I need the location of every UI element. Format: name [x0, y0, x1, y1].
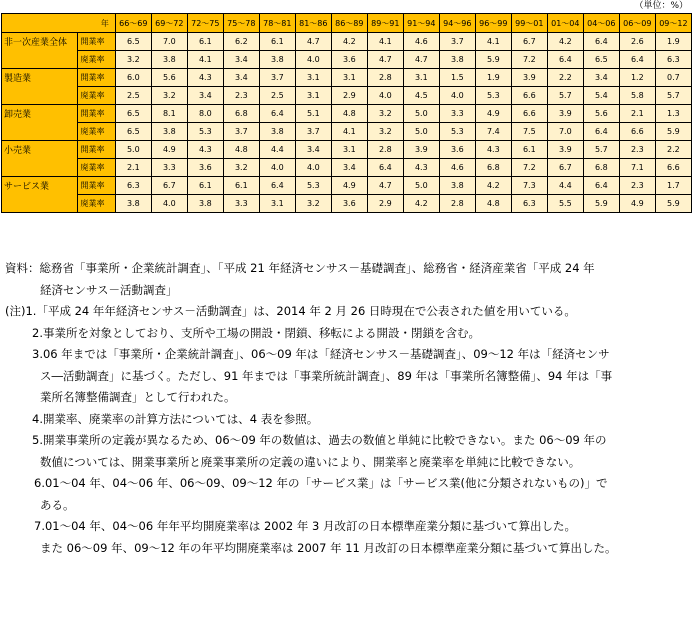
rate-value-cell: 7.2 [511, 51, 547, 69]
period-header: 72〜75 [187, 14, 223, 33]
period-header: 94〜96 [439, 14, 475, 33]
rate-value-cell: 5.5 [547, 195, 583, 213]
rate-value-cell: 4.2 [547, 33, 583, 51]
rate-value-cell: 3.7 [259, 69, 295, 87]
rate-value-cell: 4.1 [475, 33, 511, 51]
rate-value-cell: 2.1 [619, 105, 655, 123]
rate-value-cell: 5.9 [655, 195, 691, 213]
rate-value-cell: 6.7 [151, 177, 187, 195]
rate-value-cell: 6.1 [187, 33, 223, 51]
rate-value-cell: 2.1 [115, 159, 151, 177]
rate-value-cell: 4.0 [151, 195, 187, 213]
rate-value-cell: 3.1 [331, 141, 367, 159]
rate-value-cell: 5.7 [655, 87, 691, 105]
period-header: 66〜69 [115, 14, 151, 33]
note-4: 4.開業率、廃業率の計算方法については、4 表を参照。 [32, 411, 319, 426]
rate-value-cell: 4.1 [187, 51, 223, 69]
rate-label: 開業率 [77, 69, 115, 87]
table-row [2, 105, 692, 123]
period-header: 81〜86 [295, 14, 331, 33]
note-5: 5.開業事業所の定義が異なるため、06～09 年の数値は、過去の数値と単純に比較できない。また 06～09 年の [32, 433, 607, 447]
industry-label: 非一次産業全体 [2, 33, 78, 69]
rate-value-cell: 4.6 [439, 159, 475, 177]
rate-value-cell: 4.8 [331, 105, 367, 123]
rate-value-cell: 2.3 [619, 141, 655, 159]
period-header: 89〜91 [367, 14, 403, 33]
rate-value-cell: 6.1 [223, 177, 259, 195]
note-5-cont: 数値については、開業事業所と廃業事業所の定義の違いにより、開業率と廃業率を単純に比較できない。 [40, 454, 581, 469]
rate-value-cell: 3.9 [511, 69, 547, 87]
rate-value-cell: 2.8 [367, 69, 403, 87]
rate-value-cell: 5.3 [439, 123, 475, 141]
note-3-cont: 業所名簿整備調査」として行われた。 [40, 390, 236, 404]
note-3-cont: ス―活動調査」に基づく。ただし、91 年までは「事業所統計調査」、89 年は「事業所名簿整備」、94 年は「事 [40, 368, 613, 383]
rate-value-cell: 4.9 [151, 141, 187, 159]
rate-value-cell: 4.5 [403, 87, 439, 105]
rate-value-cell: 3.2 [223, 159, 259, 177]
rate-value-cell: 6.5 [115, 33, 151, 51]
rate-value-cell: 3.1 [403, 69, 439, 87]
table-row [2, 195, 692, 213]
rate-value-cell: 5.7 [583, 141, 619, 159]
rate-value-cell: 4.0 [439, 87, 475, 105]
rate-value-cell: 4.3 [403, 159, 439, 177]
rate-value-cell: 6.3 [511, 195, 547, 213]
rate-value-cell: 4.3 [475, 141, 511, 159]
rate-value-cell: 5.1 [295, 105, 331, 123]
rate-value-cell: 4.4 [259, 141, 295, 159]
rate-value-cell: 7.3 [511, 177, 547, 195]
rate-value-cell: 6.4 [367, 159, 403, 177]
rate-value-cell: 5.7 [547, 87, 583, 105]
period-header: 75〜78 [223, 14, 259, 33]
rate-value-cell: 6.7 [511, 33, 547, 51]
table-body [2, 33, 692, 213]
rate-value-cell: 4.0 [295, 159, 331, 177]
rate-label: 開業率 [77, 177, 115, 195]
note-2: 2.事業所を対象としており、支所や工場の開設・閉鎖、移転による開設・閉鎖を含む。 [32, 325, 480, 340]
business-rate-table [1, 13, 692, 213]
table-row [2, 33, 692, 51]
rate-value-cell: 2.9 [367, 195, 403, 213]
rate-value-cell: 5.0 [115, 141, 151, 159]
rate-label: 開業率 [77, 141, 115, 159]
rate-value-cell: 6.6 [511, 87, 547, 105]
rate-value-cell: 3.4 [223, 69, 259, 87]
period-header: 01〜04 [547, 14, 583, 33]
rate-value-cell: 6.4 [259, 177, 295, 195]
rate-value-cell: 3.6 [331, 195, 367, 213]
rate-value-cell: 6.1 [187, 177, 223, 195]
note-6-cont: ある。 [40, 497, 75, 512]
rate-value-cell: 6.4 [619, 51, 655, 69]
rate-value-cell: 4.7 [403, 51, 439, 69]
source-note: 資料：総務省「事業所・企業統計調査」、「平成 21 年経済センサス－基礎調査」、総務省・経済産業省「平成 24 年 [5, 261, 595, 275]
rate-value-cell: 3.2 [367, 123, 403, 141]
rate-value-cell: 6.3 [115, 177, 151, 195]
table-row [2, 87, 692, 105]
period-header: 69〜72 [151, 14, 187, 33]
rate-value-cell: 4.4 [547, 177, 583, 195]
rate-value-cell: 5.3 [475, 87, 511, 105]
rate-value-cell: 5.9 [583, 195, 619, 213]
rate-value-cell: 3.6 [331, 51, 367, 69]
period-header: 04〜06 [583, 14, 619, 33]
rate-value-cell: 3.6 [187, 159, 223, 177]
rate-value-cell: 2.6 [619, 33, 655, 51]
rate-value-cell: 3.2 [367, 105, 403, 123]
rate-value-cell: 6.6 [511, 105, 547, 123]
rate-value-cell: 5.3 [187, 123, 223, 141]
rate-value-cell: 6.6 [619, 123, 655, 141]
table-row [2, 177, 692, 195]
period-header: 96〜99 [475, 14, 511, 33]
rate-value-cell: 6.4 [583, 123, 619, 141]
rate-value-cell: 6.5 [583, 51, 619, 69]
rate-value-cell: 6.4 [547, 51, 583, 69]
rate-value-cell: 7.2 [511, 159, 547, 177]
rate-value-cell: 6.8 [475, 159, 511, 177]
rate-value-cell: 4.9 [619, 195, 655, 213]
industry-label: 卸売業 [2, 105, 78, 141]
rate-value-cell: 4.1 [331, 123, 367, 141]
rate-value-cell: 6.7 [547, 159, 583, 177]
rate-value-cell: 2.5 [115, 87, 151, 105]
rate-value-cell: 5.0 [403, 177, 439, 195]
rate-value-cell: 3.8 [259, 51, 295, 69]
rate-value-cell: 6.3 [655, 51, 691, 69]
rate-value-cell: 6.8 [223, 105, 259, 123]
note-7: 7.01～04 年、04～06 年年平均開廃業率は 2002 年 3 月改訂の日本標準産業分類に基づいて算出した。 [34, 519, 577, 533]
rate-value-cell: 2.2 [547, 69, 583, 87]
rate-value-cell: 7.4 [475, 123, 511, 141]
rate-value-cell: 3.8 [439, 177, 475, 195]
rate-value-cell: 3.8 [439, 51, 475, 69]
rate-value-cell: 6.8 [583, 159, 619, 177]
rate-value-cell: 4.9 [331, 177, 367, 195]
rate-value-cell: 7.1 [619, 159, 655, 177]
rate-value-cell: 8.0 [187, 105, 223, 123]
period-header: 91〜94 [403, 14, 439, 33]
rate-value-cell: 4.3 [187, 69, 223, 87]
rate-value-cell: 8.1 [151, 105, 187, 123]
rate-value-cell: 1.3 [655, 105, 691, 123]
rate-label: 廃業率 [77, 87, 115, 105]
rate-value-cell: 4.6 [403, 33, 439, 51]
period-header: 78〜81 [259, 14, 295, 33]
rate-value-cell: 7.5 [511, 123, 547, 141]
rate-value-cell: 0.7 [655, 69, 691, 87]
rate-value-cell: 3.7 [439, 33, 475, 51]
rate-value-cell: 3.2 [295, 195, 331, 213]
rate-label: 廃業率 [77, 51, 115, 69]
industry-label: サービス業 [2, 177, 78, 213]
rate-value-cell: 5.9 [655, 123, 691, 141]
rate-value-cell: 3.4 [331, 159, 367, 177]
rate-value-cell: 3.3 [151, 159, 187, 177]
note-6: 6.01～04 年、04～06 年、06～09、09～12 年の「サービス業」は「サービス業(他に分類されないもの)」で [34, 476, 608, 490]
rate-value-cell: 2.8 [439, 195, 475, 213]
rate-value-cell: 5.6 [151, 69, 187, 87]
rate-value-cell: 4.2 [403, 195, 439, 213]
rate-value-cell: 3.8 [115, 195, 151, 213]
table-row [2, 141, 692, 159]
table-row [2, 159, 692, 177]
rate-value-cell: 3.8 [187, 195, 223, 213]
period-header: 09〜12 [655, 14, 691, 33]
period-header: 06〜09 [619, 14, 655, 33]
rate-value-cell: 4.1 [367, 33, 403, 51]
rate-value-cell: 3.7 [295, 123, 331, 141]
rate-label: 廃業率 [77, 123, 115, 141]
rate-value-cell: 3.9 [547, 105, 583, 123]
rate-label: 廃業率 [77, 159, 115, 177]
rate-value-cell: 3.2 [115, 51, 151, 69]
industry-label: 小売業 [2, 141, 78, 177]
rate-value-cell: 1.9 [475, 69, 511, 87]
period-header: 86〜89 [331, 14, 367, 33]
rate-value-cell: 3.8 [259, 123, 295, 141]
rate-value-cell: 4.9 [475, 105, 511, 123]
industry-label: 製造業 [2, 69, 78, 105]
rate-value-cell: 3.4 [295, 141, 331, 159]
year-header: 年 [2, 14, 116, 33]
rate-value-cell: 5.4 [583, 87, 619, 105]
rate-value-cell: 6.2 [223, 33, 259, 51]
rate-value-cell: 6.4 [583, 177, 619, 195]
rate-value-cell: 4.7 [367, 51, 403, 69]
table-row [2, 69, 692, 87]
table-header-row [2, 14, 692, 33]
rate-value-cell: 3.2 [151, 87, 187, 105]
rate-value-cell: 4.3 [187, 141, 223, 159]
rate-value-cell: 3.9 [403, 141, 439, 159]
rate-value-cell: 3.4 [583, 69, 619, 87]
rate-value-cell: 2.3 [223, 87, 259, 105]
rate-value-cell: 5.0 [403, 105, 439, 123]
rate-value-cell: 3.6 [439, 141, 475, 159]
rate-value-cell: 3.1 [295, 87, 331, 105]
rate-value-cell: 2.8 [367, 141, 403, 159]
rate-value-cell: 3.7 [223, 123, 259, 141]
rate-label: 開業率 [77, 105, 115, 123]
rate-value-cell: 3.1 [295, 69, 331, 87]
rate-value-cell: 3.8 [151, 123, 187, 141]
rate-value-cell: 2.5 [259, 87, 295, 105]
rate-value-cell: 4.8 [475, 195, 511, 213]
rate-value-cell: 4.8 [223, 141, 259, 159]
rate-value-cell: 3.1 [331, 69, 367, 87]
table-row [2, 123, 692, 141]
rate-value-cell: 4.7 [295, 33, 331, 51]
unit-label: （単位：%） [634, 1, 688, 11]
rate-value-cell: 1.7 [655, 177, 691, 195]
rate-value-cell: 1.2 [619, 69, 655, 87]
rate-value-cell: 1.9 [655, 33, 691, 51]
rate-value-cell: 3.4 [223, 51, 259, 69]
rate-value-cell: 3.3 [439, 105, 475, 123]
rate-value-cell: 7.0 [151, 33, 187, 51]
note-7-cont: また 06～09 年、09～12 年の年平均開廃業率は 2007 年 11 月改訂の日本標準産業分類に基づいて算出した。 [40, 540, 617, 555]
rate-value-cell: 6.1 [511, 141, 547, 159]
table-row [2, 51, 692, 69]
rate-value-cell: 2.3 [619, 177, 655, 195]
rate-value-cell: 4.7 [367, 177, 403, 195]
period-header: 99〜01 [511, 14, 547, 33]
rate-value-cell: 4.2 [331, 33, 367, 51]
rate-value-cell: 6.6 [655, 159, 691, 177]
rate-value-cell: 4.0 [259, 159, 295, 177]
rate-value-cell: 6.0 [115, 69, 151, 87]
notes-section [0, 258, 696, 559]
rate-value-cell: 4.0 [295, 51, 331, 69]
note-3: 3.06 年までは「事業所・企業統計調査」、06～09 年は「経済センサス－基礎調査」、09～12 年は「経済センサ [32, 347, 610, 361]
rate-value-cell: 6.4 [259, 105, 295, 123]
rate-value-cell: 5.0 [403, 123, 439, 141]
note-1: (注)1.「平成 24 年年経済センサス－活動調査」は、2014 年 2 月 26 日時現在で公表された値を用いている。 [5, 304, 576, 318]
rate-value-cell: 3.9 [547, 141, 583, 159]
rate-value-cell: 5.8 [619, 87, 655, 105]
rate-value-cell: 2.2 [655, 141, 691, 159]
rate-value-cell: 7.0 [547, 123, 583, 141]
rate-value-cell: 6.1 [259, 33, 295, 51]
rate-value-cell: 3.4 [187, 87, 223, 105]
rate-value-cell: 6.5 [115, 123, 151, 141]
rate-value-cell: 2.9 [331, 87, 367, 105]
rate-value-cell: 5.3 [295, 177, 331, 195]
rate-label: 廃業率 [77, 195, 115, 213]
rate-value-cell: 6.5 [115, 105, 151, 123]
rate-value-cell: 3.1 [259, 195, 295, 213]
rate-value-cell: 5.6 [583, 105, 619, 123]
rate-value-cell: 3.8 [151, 51, 187, 69]
rate-value-cell: 4.2 [475, 177, 511, 195]
rate-value-cell: 6.4 [583, 33, 619, 51]
source-note-cont: 経済センサス－活動調査」 [40, 282, 178, 297]
rate-value-cell: 1.5 [439, 69, 475, 87]
rate-label: 開業率 [77, 33, 115, 51]
rate-value-cell: 5.9 [475, 51, 511, 69]
rate-value-cell: 3.3 [223, 195, 259, 213]
rate-value-cell: 4.0 [367, 87, 403, 105]
